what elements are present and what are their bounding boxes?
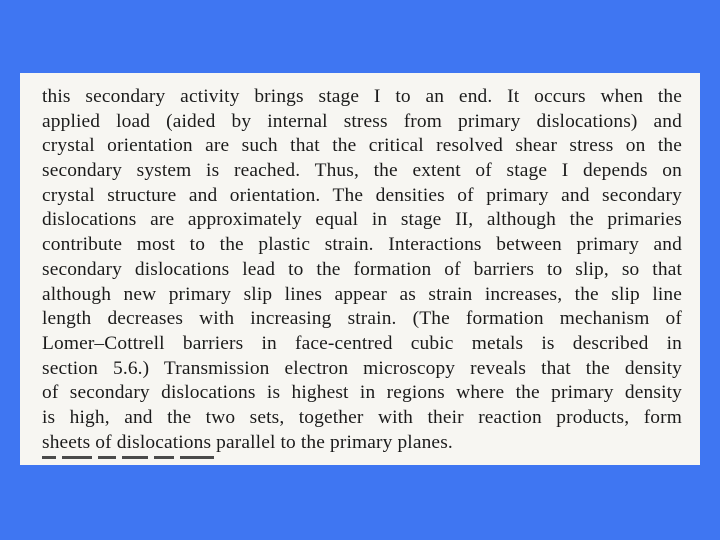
- text-line: this secondary activity brings stage I to an end. It occurs when the: [42, 86, 682, 107]
- text-line: although new primary slip lines appear as strain increases, the slip line: [42, 283, 682, 305]
- text-line: secondary dislocations lead to the formation of barriers to slip, so that: [42, 258, 682, 280]
- text-line: is high, and the two sets, together with their reaction products, form: [42, 406, 682, 428]
- text-line: of secondary dislocations is highest in regions where the primary density: [42, 382, 682, 404]
- text-line: contribute most to the plastic strain. Interactions between primary and: [42, 234, 682, 256]
- text-line: crystal orientation are such that the critical resolved shear stress on the: [42, 135, 682, 157]
- scanned-text-excerpt: [20, 73, 700, 465]
- text-line: dislocations are approximately equal in stage II, although the primaries: [42, 209, 682, 231]
- text-line: crystal structure and orientation. The densities of primary and secondary: [42, 184, 682, 206]
- text-line: sheets of dislocations parallel to the primary planes.: [42, 431, 453, 453]
- text-line: section 5.6.) Transmission electron microscopy reveals that the density: [42, 357, 682, 379]
- text-line: applied load (aided by internal stress from primary dislocations) and: [42, 110, 682, 132]
- scanned-paragraph: [42, 85, 682, 455]
- cropped-next-line-fragment: [42, 456, 282, 465]
- text-line: Lomer–Cottrell barriers in face-centred cubic metals is described in: [42, 332, 682, 354]
- text-line: secondary system is reached. Thus, the extent of stage I depends on: [42, 160, 682, 182]
- text-line: length decreases with increasing strain. (The formation mechanism of: [42, 308, 682, 330]
